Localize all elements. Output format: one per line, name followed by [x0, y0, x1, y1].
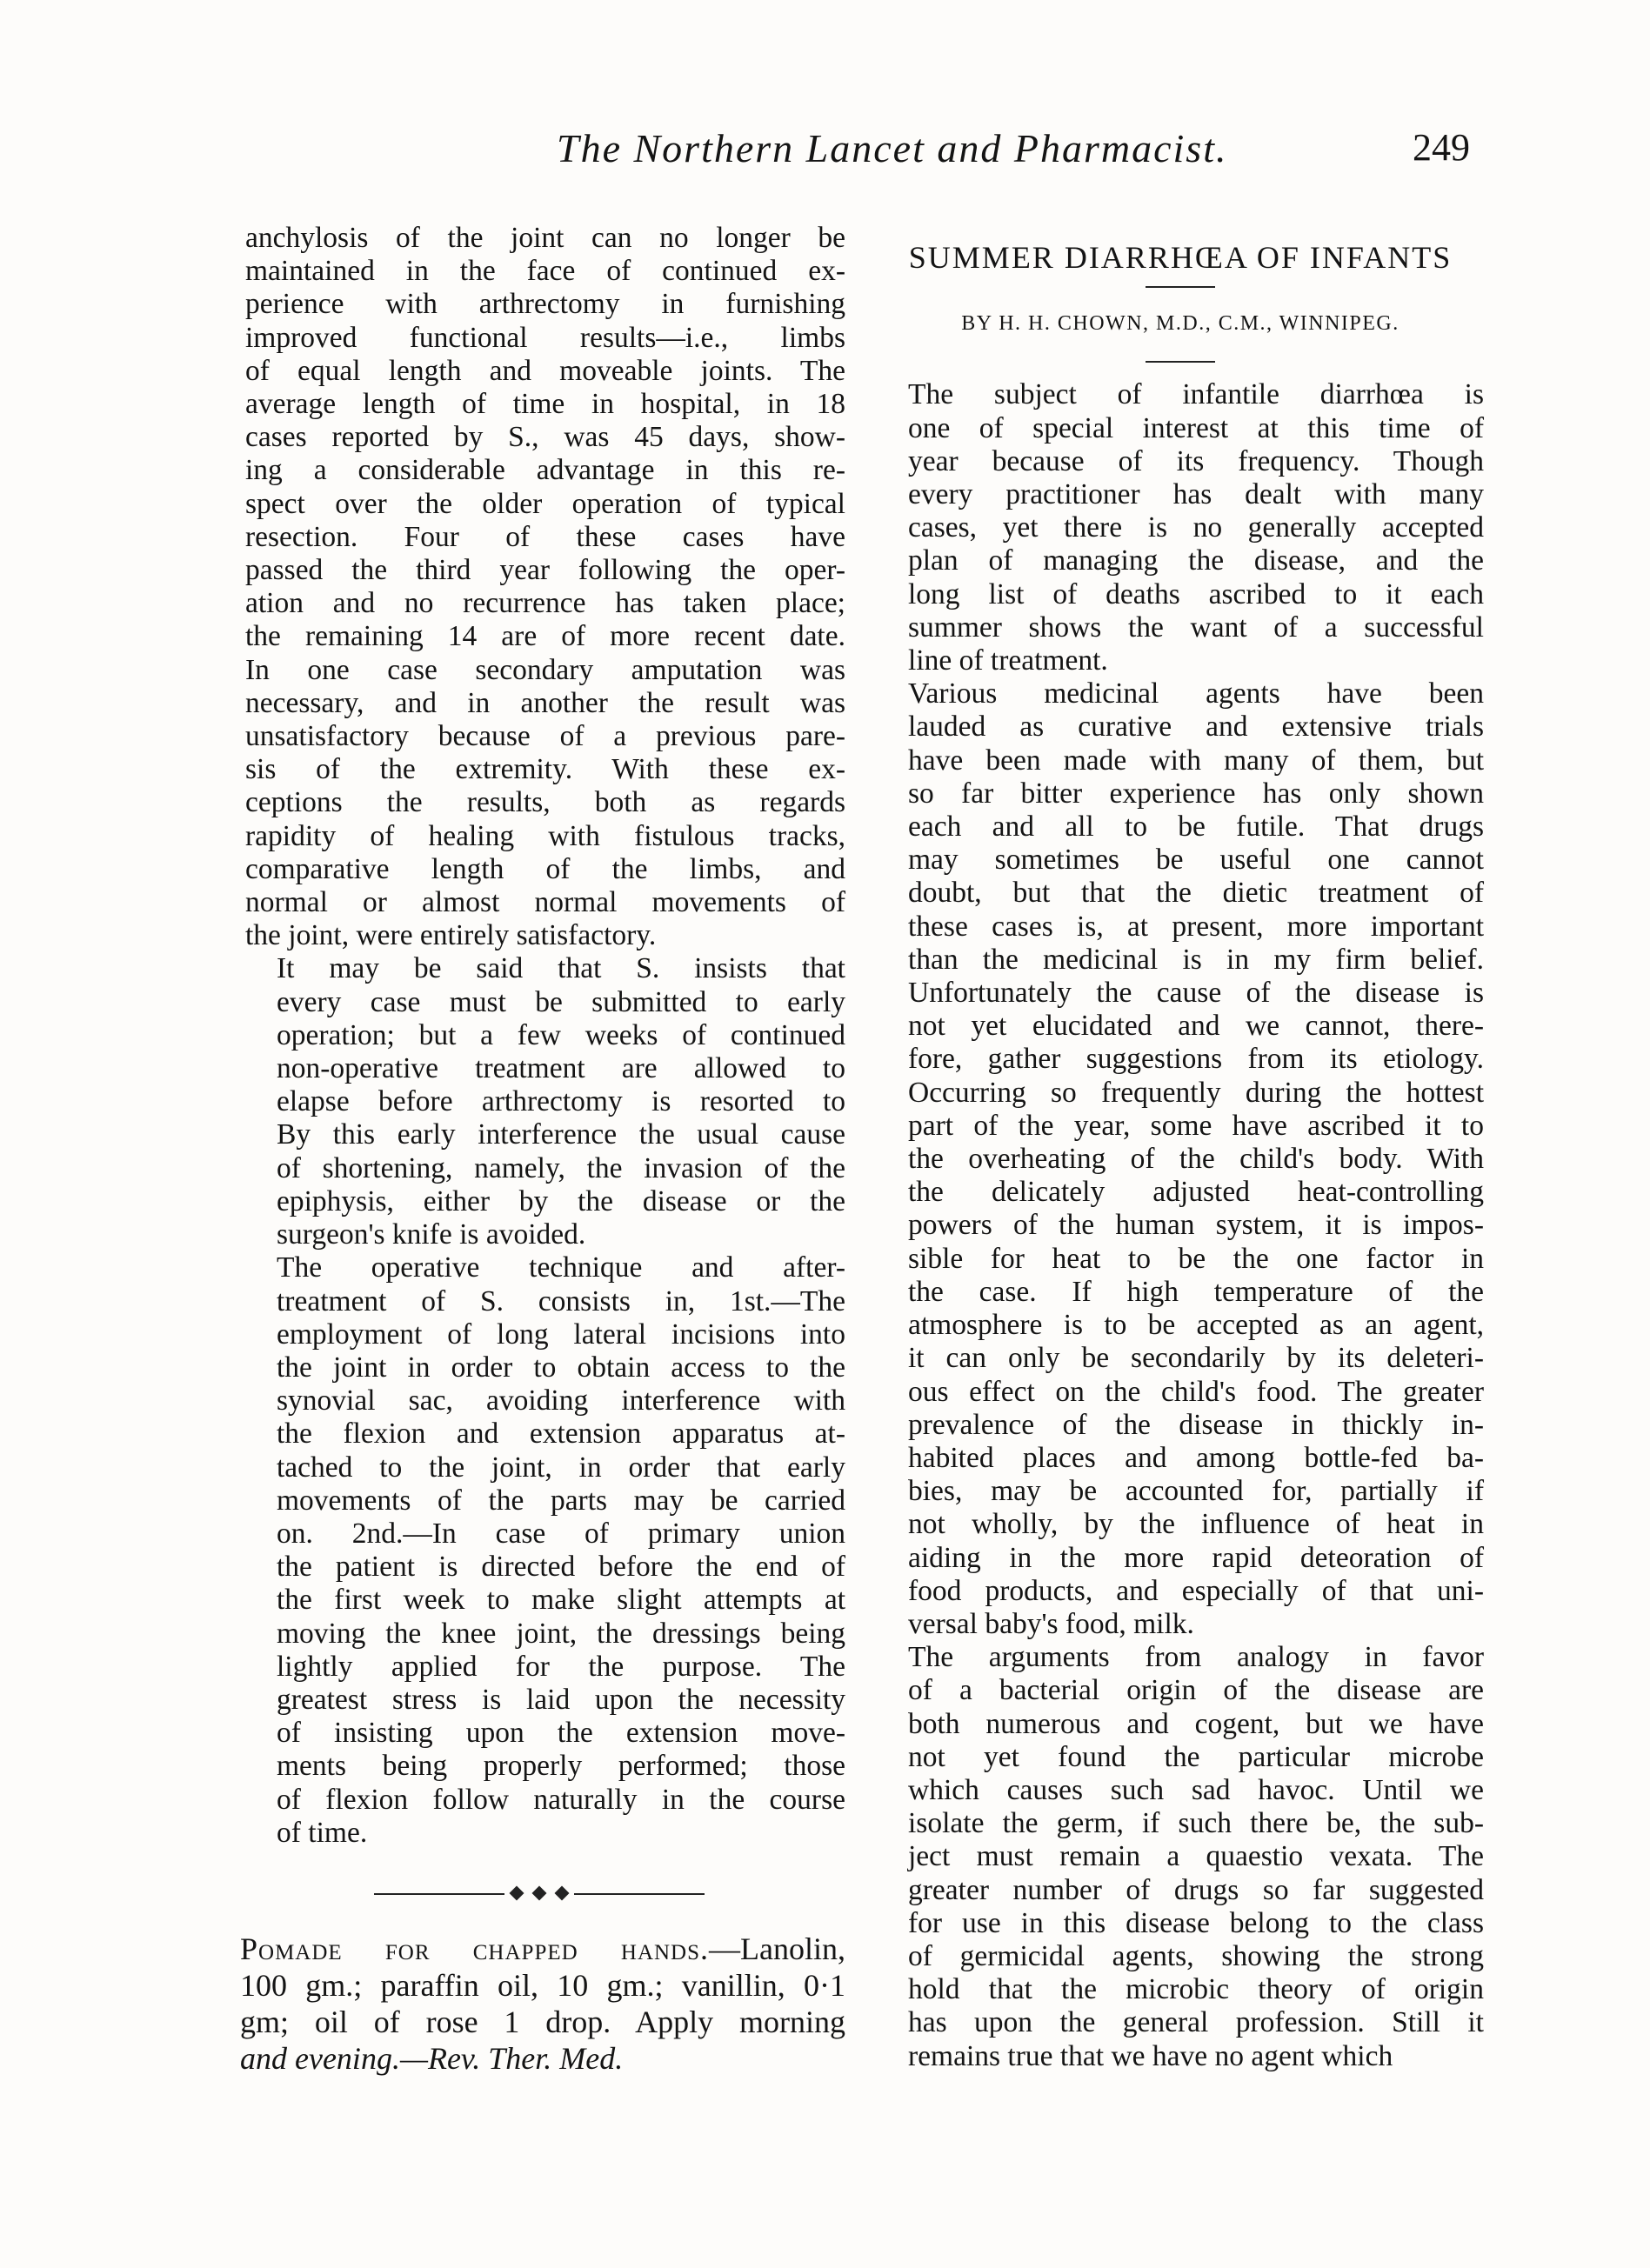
text-line: The arguments from analogy in favor — [908, 1641, 1484, 1674]
text-line: epiphysis, either by the disease or the — [277, 1184, 845, 1217]
paragraph — [877, 1641, 1484, 2073]
text-line: surgeon's knife is avoided. — [277, 1218, 586, 1251]
text-line: passed the third year following the oper- — [245, 554, 845, 587]
article-byline: BY H. H. CHOWN, M.D., C.M., WINNIPEG. — [961, 312, 1399, 336]
text-line: perience with arthrectomy in furnishing — [245, 288, 845, 321]
text-line: has upon the general profession. Still it — [908, 2006, 1484, 2039]
text-line: employment of long lateral incisions into — [277, 1317, 845, 1351]
text-line: resection. Four of these cases have — [245, 520, 845, 553]
text-line: not wholly, by the influence of heat in — [908, 1508, 1484, 1541]
text-line: which causes such sad havoc. Until we — [908, 1773, 1484, 1806]
article-title: SUMMER DIARRHŒA OF INFANTS — [908, 240, 1453, 275]
text-line: line of treatment. — [908, 644, 1108, 677]
text-line: of a bacterial origin of the disease are — [908, 1674, 1484, 1707]
text-line: prevalence of the disease in thickly in- — [908, 1408, 1484, 1441]
text-line: greater number of drugs so far suggested — [908, 1873, 1484, 1906]
text-line: ceptions the results, both as regards — [245, 786, 845, 819]
text-line: may sometimes be useful one cannot — [908, 844, 1484, 877]
text-line: the overheating of the child's body. With — [908, 1143, 1484, 1176]
text-line: the joint in order to obtain access to the — [277, 1351, 845, 1384]
text-line: the patient is directed before the end of — [277, 1551, 845, 1584]
text-line: elapse before arthrectomy is resorted to — [277, 1085, 845, 1118]
pomade-source: Rev. Ther. Med. — [427, 2041, 624, 2076]
text-line: habited places and among bottle-fed ba- — [908, 1441, 1484, 1474]
text-line: treatment of S. consists in, 1st.—The — [277, 1284, 845, 1317]
text-line: lauded as curative and extensive trials — [908, 710, 1484, 744]
text-line: of germicidal agents, showing the strong — [908, 1939, 1484, 1972]
paragraph — [877, 378, 1484, 677]
text-line: for use in this disease belong to the class — [908, 1906, 1484, 1939]
pomade-line: gm; oil of rose 1 drop. Apply morning — [240, 2005, 845, 2039]
text-line: necessary, and in another the result was — [245, 686, 845, 719]
text-line: of shortening, namely, the invasion of the — [277, 1151, 845, 1184]
text-line: both numerous and cogent, but we have — [908, 1707, 1484, 1740]
text-line: cases, yet there is no generally accepted — [908, 511, 1484, 544]
text-line: on. 2nd.—In case of primary union — [277, 1517, 845, 1550]
text-line: one of special interest at this time of — [908, 411, 1484, 444]
pomade-lead: Pomade for chapped hands. — [240, 1931, 710, 1966]
text-line: operation; but a few weeks of continued — [277, 1018, 845, 1051]
text-line: the first week to make slight attempts at — [277, 1584, 845, 1617]
text-line: ject must remain a quaestio vexata. The — [908, 1840, 1484, 1873]
text-line: improved functional results—i.e., limbs — [245, 321, 845, 354]
text-line: non-operative treatment are allowed to — [277, 1052, 845, 1085]
text-line: not yet found the particular microbe — [908, 1740, 1484, 1773]
text-line: hold that the microbic theory of origin — [908, 1973, 1484, 2006]
text-line: synovial sac, avoiding interference with — [277, 1384, 845, 1418]
text-line: isolate the germ, if such there be, the sub- — [908, 1807, 1484, 1840]
text-line: year because of its frequency. Though — [908, 444, 1484, 477]
pomade-line: 100 gm.; paraffin oil, 10 gm.; vanillin, 0·1 — [240, 1968, 845, 2003]
text-line: bies, may be accounted for, partially if — [908, 1475, 1484, 1508]
left-column — [245, 222, 845, 1850]
text-line: aiding in the more rapid deteoration of — [908, 1541, 1484, 1574]
text-line: greatest stress is laid upon the necessity — [277, 1683, 845, 1716]
text-line: maintained in the face of continued ex- — [245, 255, 845, 288]
text-line: anchylosis of the joint can no longer be — [245, 222, 845, 254]
text-line: food products, and especially of that uni- — [908, 1574, 1484, 1607]
text-line: unsatisfactory because of a previous pare- — [245, 720, 845, 753]
text-line: fore, gather suggestions from its etiology. — [908, 1043, 1484, 1076]
title-rule — [1146, 286, 1215, 288]
paragraph — [877, 677, 1484, 1641]
text-line: these cases is, at present, more important — [908, 910, 1484, 943]
text-line: long list of deaths ascribed to it each — [908, 577, 1484, 610]
paragraph — [245, 952, 845, 1251]
text-line: In one case secondary amputation was — [245, 653, 845, 686]
text-line: so far bitter experience has only shown — [908, 777, 1484, 810]
text-line: plan of managing the disease, and the — [908, 544, 1484, 577]
text-line: ing a considerable advantage in this re- — [245, 454, 845, 487]
text-line: moving the knee joint, the dressings being — [277, 1617, 845, 1650]
text-line: of time. — [277, 1816, 368, 1849]
text-line: It may be said that S. insists that — [277, 952, 845, 985]
journal-title: The Northern Lancet and Pharmacist. — [557, 126, 1228, 170]
text-line: lightly applied for the purpose. The — [277, 1650, 845, 1683]
text-line: ous effect on the child's food. The greater — [908, 1375, 1484, 1408]
paragraph — [245, 222, 845, 952]
text-line: Occurring so frequently during the hottest — [908, 1076, 1484, 1109]
byline-rule — [1146, 361, 1215, 363]
text-line: comparative length of the limbs, and — [245, 852, 845, 885]
pomade-line: and evening.— — [240, 2041, 428, 2076]
text-line: summer shows the want of a successful — [908, 610, 1484, 644]
text-line: each and all to be futile. That drugs — [908, 810, 1484, 844]
text-line: of insisting upon the extension move- — [277, 1717, 845, 1750]
text-line: Various medicinal agents have been — [908, 677, 1484, 710]
text-line: have been made with many of them, but — [908, 744, 1484, 777]
text-line: than the medicinal is in my firm belief. — [908, 943, 1484, 976]
text-line: it can only be secondarily by its deleteri- — [908, 1342, 1484, 1375]
text-line: movements of the parts may be carried — [277, 1484, 845, 1517]
text-line: the joint, were entirely satisfactory. — [245, 919, 657, 952]
text-line: rapidity of healing with fistulous tracks, — [245, 819, 845, 852]
text-line: Unfortunately the cause of the disease is — [908, 977, 1484, 1010]
text-line: the case. If high temperature of the — [908, 1275, 1484, 1308]
text-line: cases reported by S., was 45 days, show- — [245, 421, 845, 454]
text-line: By this early interference the usual cause — [277, 1118, 845, 1151]
text-line: normal or almost normal movements of — [245, 886, 845, 919]
page-number: 249 — [1413, 126, 1470, 169]
text-line: every case must be submitted to early — [277, 985, 845, 1018]
text-line: ments being properly performed; those — [277, 1750, 845, 1783]
text-line: sis of the extremity. With these ex- — [245, 753, 845, 786]
text-line: The operative technique and after- — [277, 1251, 845, 1284]
text-line: every practitioner has dealt with many — [908, 478, 1484, 511]
text-line: ation and no recurrence has taken place; — [245, 587, 845, 620]
text-line: of equal length and moveable joints. The — [245, 354, 845, 387]
text-line: The subject of infantile diarrhœa is — [908, 378, 1484, 411]
pomade-line: —Lanolin, — [709, 1931, 845, 1966]
text-line: versal baby's food, milk. — [908, 1607, 1194, 1640]
text-line: atmosphere is to be accepted as an agent, — [908, 1309, 1484, 1342]
text-line: of flexion follow naturally in the course — [277, 1783, 845, 1816]
text-line: sible for heat to be the one factor in — [908, 1242, 1484, 1275]
text-line: part of the year, some have ascribed it to — [908, 1109, 1484, 1142]
section-divider-ornament — [374, 1885, 705, 1903]
text-line: the delicately adjusted heat-controlling — [908, 1176, 1484, 1209]
right-column — [877, 222, 1484, 2073]
text-line: doubt, but that the dietic treatment of — [908, 877, 1484, 910]
text-line: the remaining 14 are of more recent date. — [245, 620, 845, 653]
text-line: the flexion and extension apparatus at- — [277, 1418, 845, 1451]
text-line: powers of the human system, it is impos- — [908, 1209, 1484, 1242]
paragraph — [245, 1251, 845, 1850]
text-line: average length of time in hospital, in 18 — [245, 388, 845, 421]
pomade-note — [240, 1931, 845, 2077]
text-line: spect over the older operation of typical — [245, 487, 845, 520]
text-line: remains true that we have no agent which — [908, 2039, 1393, 2072]
text-line: tached to the joint, in order that early — [277, 1451, 845, 1484]
text-line: not yet elucidated and we cannot, there- — [908, 1010, 1484, 1043]
running-head — [557, 125, 1470, 177]
